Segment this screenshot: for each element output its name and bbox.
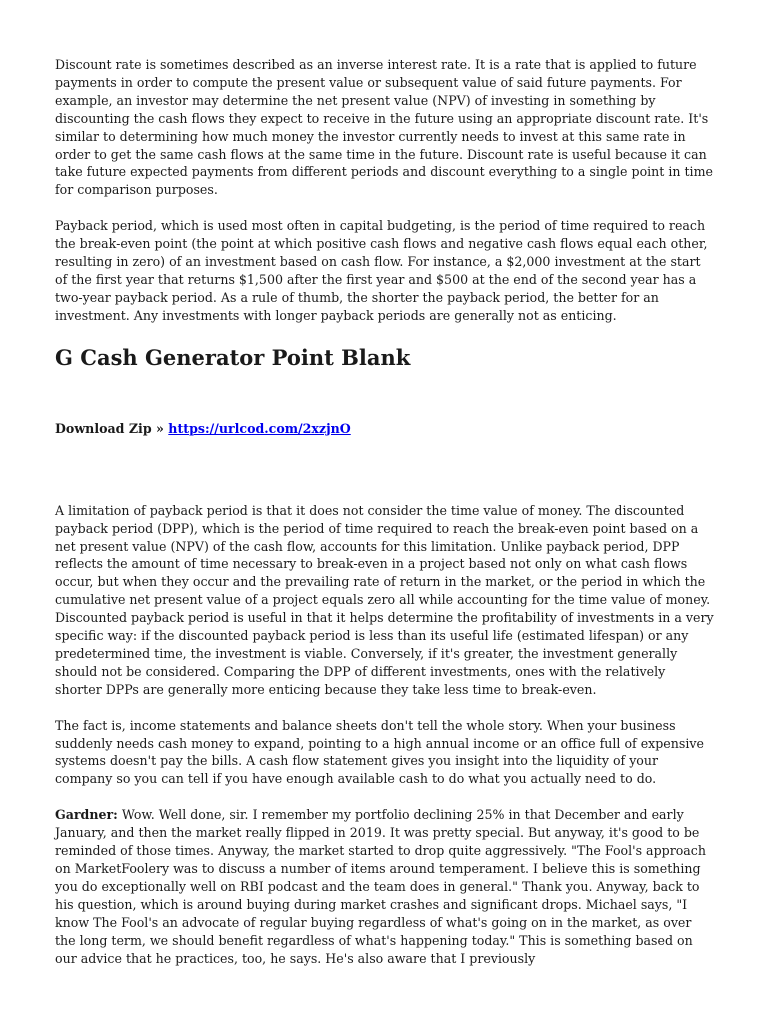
paragraph-discounted-payback: A limitation of payback period is that it does not consider the time value of money. The discounted payback period (DPP), which is the period of time required to reach the break-even point based on a net present value (NPV) of the cash flow, accounts for this limitation. Unlike payback period, DPP reflects the amount of time necessary to break-even in a project based not only on what cash flows occur, but when they occur and the prevailing rate of return in the market, or the period in which the cumulative net present value of a project equals zero all while accounting for the time value of money. Discounted payback period is useful in that it helps determine the profitability of investments in a very specific way: if the discounted payback period is less than its useful life (estimated lifespan) or any predetermined time, the investment is viable. Conversely, if it's greater, the investment generally should not be considered. Comparing the DPP of different investments, ones with the relatively shorter DPPs are generally more enticing because they take less time to break-even.: [55, 502, 714, 697]
download-label: Download Zip »: [55, 420, 164, 436]
paragraph-gardner-quote: [55, 806, 715, 967]
section-heading: G Cash Generator Point Blank: [55, 344, 411, 370]
download-line: [55, 420, 715, 438]
document-page: [55, 56, 715, 967]
paragraph-payback-period: Payback period, which is used most often in capital budgeting, is the period of time required to reach the break-even point (the point at which positive cash flows and negative cash flows equal each other, resulting in zero) of an investment based on cash flow. For instance, a $2,000 investment at the start of the first year that returns $1,500 after the first year and $500 at the end of the second year has a two-year payback period. As a rule of thumb, the shorter the payback period, the better for an investment. Any investments with longer payback periods are generally not as enticing.: [55, 218, 708, 323]
paragraph-cash-flow-statement: The fact is, income statements and balance sheets don't tell the whole story. When your business suddenly needs cash money to expand, pointing to a high annual income or an office full of expensive systems doesn't pay the bills. A cash flow statement gives you insight into the liquidity of your company so you can tell if you have enough available cash to do what you actually need to do.: [55, 717, 704, 787]
paragraph-discount-rate: Discount rate is sometimes described as an inverse interest rate. It is a rate that is applied to future payments in order to compute the present value or subsequent value of said future payments. For example, an investor may determine the net present value (NPV) of investing in something by discounting the cash flows they expect to receive in the future using an appropriate discount rate. It's similar to determining how much money the investor currently needs to invest at this same rate in order to get the same cash flows at the same time in the future. Discount rate is useful because it can take future expected payments from different periods and discount everything to a single point in time for comparison purposes.: [55, 57, 713, 198]
quote-text: Wow. Well done, sir. I remember my portfolio declining 25% in that December and early January, and then the market really flipped in 2019. It was pretty special. But anyway, it's good to be reminded of those times. Anyway, the market started to drop quite aggressively. "The Fool's approach on MarketFoolery was to discuss a number of items around temperament. I believe this is something you do exceptionally well on RBI podcast and the team does in general." Thank you. Anyway, back to his question, which is around buying during market crashes and significant drops. Michael says, "I know The Fool's an advocate of regular buying regardless of what's going on in the market, as over the long term, we should benefit regardless of what's happening today." This is something based on our advice that he practices, too, he says. He's also aware that I previously: [55, 807, 706, 966]
speaker-name: Gardner:: [55, 807, 118, 823]
download-link[interactable]: https://urlcod.com/2xzjnO: [168, 420, 351, 436]
